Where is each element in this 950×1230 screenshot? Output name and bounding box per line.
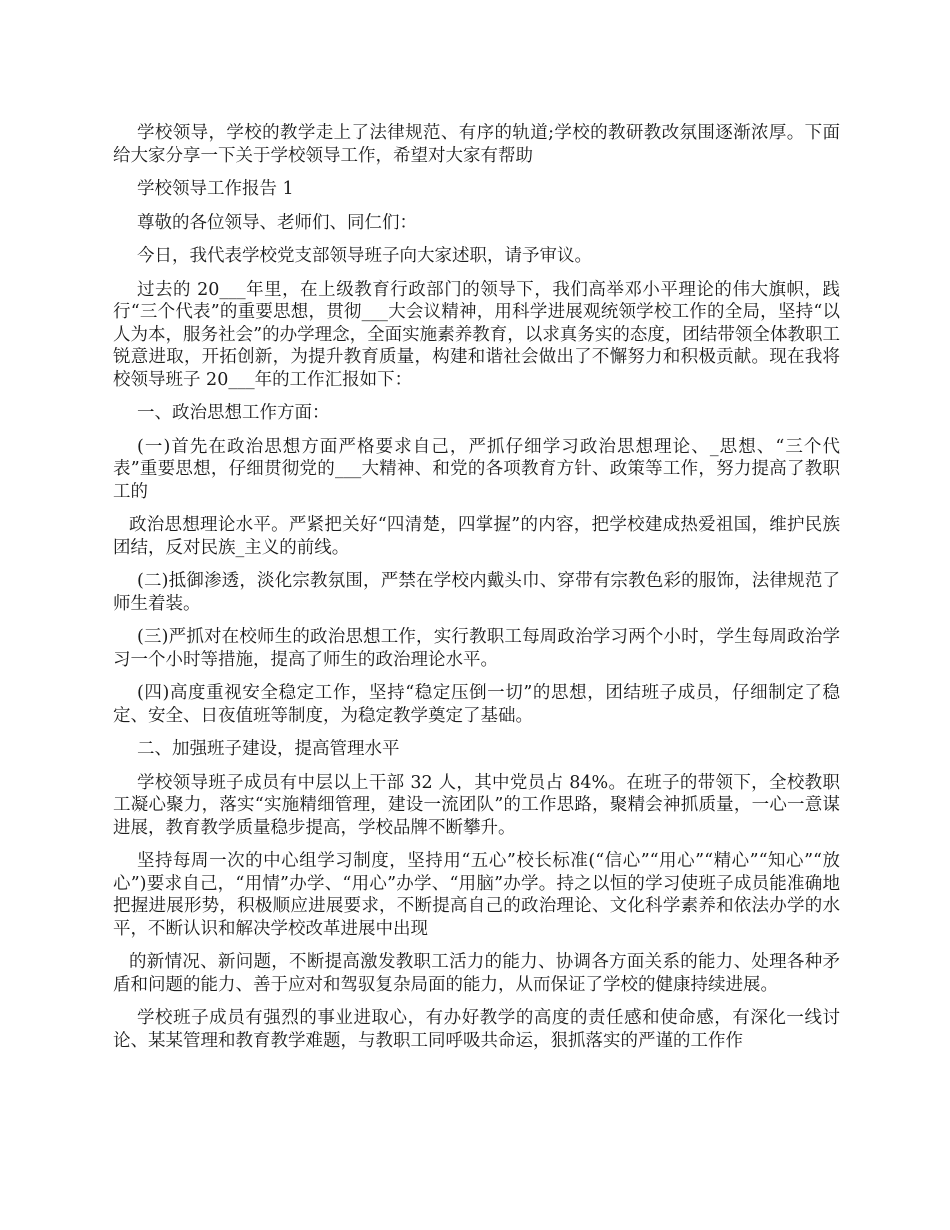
- section-2-heading: 二、加强班子建设，提高管理水平: [137, 739, 400, 759]
- overview-paragraph: 过去的 20___年里，在上级教育行政部门的领导下，我们高举邓小平理论的伟大旗帜，践行“三个代表”的重要思想，贯彻___大会议精神，用科学进展观统领学校工作的全局，坚持“以人为本，服务社会”的办学理念，全面实施素养教育，以求真务实的态度，团结带领全体教职工锐意进取，开拓创新，为提升教育质量，构建和谐社会做出了不懈努力和积极贡献。现在我将校领导班子 20___年的工作汇报如下：: [113, 279, 840, 390]
- section-1-item-2: (二)抵御渗透，淡化宗教氛围，严禁在学校内戴头巾、穿带有宗教色彩的服饰，法律规范了师生着装。: [113, 571, 840, 614]
- section-2-paragraph-1: 学校领导班子成员有中层以上干部 32 人，其中党员占 84%。在班子的带领下，全校教职工凝心聚力，落实“实施精细管理，建设一流团队”的工作思路，聚精会神抓质量，一心一意谋进展，教育教学质量稳步提高，学校品牌不断攀升。: [113, 772, 840, 838]
- section-1-heading: 一、政治思想工作方面：: [137, 403, 330, 423]
- report-title: 学校领导工作报告 1: [137, 179, 294, 199]
- section-1-item-1: (一)首先在政治思想方面严格要求自己，严抓仔细学习政治思想理论、_思想、“三个代表”重要思想，仔细贯彻党的___大精神、和党的各项教育方针、政策等工作，努力提高了教职工的: [113, 436, 840, 502]
- document-page: [113, 122, 840, 1063]
- section-1-item-1-continued: 政治思想理论水平。严紧把关好“四清楚，四掌握”的内容，把学校建成热爱祖国，维护民族团结，反对民族_主义的前线。: [113, 515, 840, 558]
- section-2-paragraph-2-continued: 的新情况、新问题，不断提高激发教职工活力的能力、协调各方面关系的能力、处理各种矛盾和问题的能力、善于应对和驾驭复杂局面的能力，从而保证了学校的健康持续进展。: [113, 952, 840, 995]
- section-1-item-3: (三)严抓对在校师生的政治思想工作，实行教职工每周政治学习两个小时，学生每周政治学习一个小时等措施，提高了师生的政治理论水平。: [113, 627, 840, 670]
- section-2-paragraph-2: 坚持每周一次的中心组学习制度，坚持用“五心”校长标准(“信心”“用心”“精心”“知心”“放心”)要求自己，“用情”办学、“用心”办学、“用脑”办学。持之以恒的学习使班子成员能准确地把握进展形势，积极顺应进展要求，不断提高自己的政治理论、文化科学素养和依法办学的水平，不断认识和解决学校改革进展中出现: [113, 851, 840, 939]
- salutation: 尊敬的各位领导、老师们、同仁们：: [137, 212, 417, 233]
- opening-paragraph: 今日，我代表学校党支部领导班子向大家述职，请予审议。: [137, 246, 592, 266]
- intro-paragraph: 学校领导，学校的教学走上了法律规范、有序的轨道;学校的教研教改氛围逐渐浓厚。下面给大家分享一下关于学校领导工作，希望对大家有帮助: [113, 123, 840, 166]
- section-2-paragraph-3: 学校班子成员有强烈的事业进取心，有办好教学的高度的责任感和使命感，有深化一线讨论、某某管理和教育教学难题，与教职工同呼吸共命运，狠抓落实的严谨的工作作: [113, 1008, 840, 1051]
- section-1-item-4: (四)高度重视安全稳定工作，坚持“稳定压倒一切”的思想，团结班子成员，仔细制定了稳定、安全、日夜值班等制度，为稳定教学奠定了基础。: [113, 683, 840, 726]
